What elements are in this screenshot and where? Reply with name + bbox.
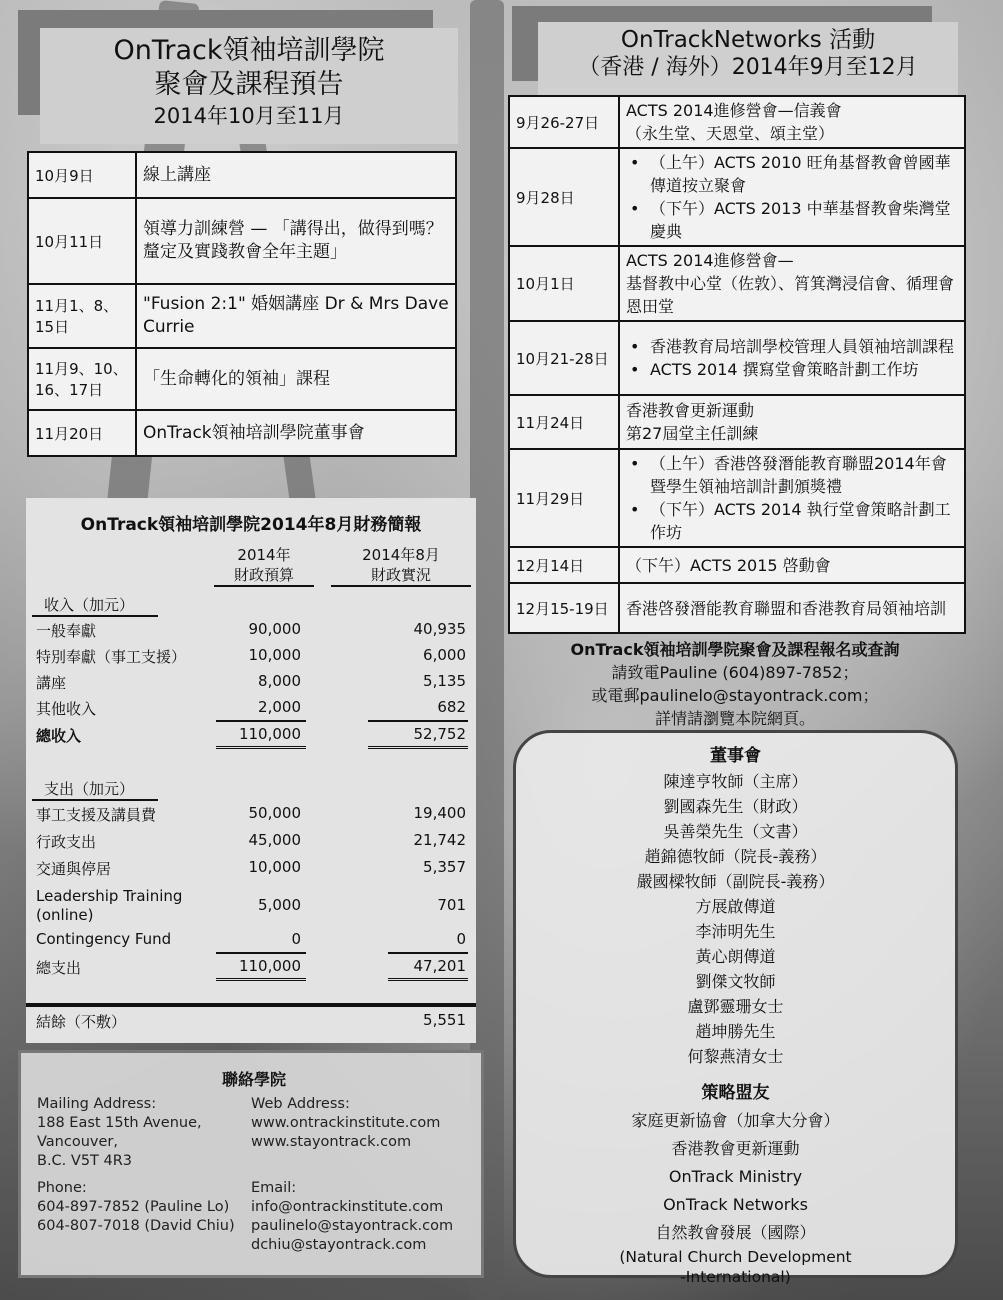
schedule-event xyxy=(619,148,965,246)
expense-header: 支出（加元） xyxy=(32,778,158,801)
budget-value: 110,000 xyxy=(238,725,301,743)
row-label: 總收入 xyxy=(36,727,82,745)
event-line: 第27屆堂主任訓練 xyxy=(626,424,759,443)
table-row xyxy=(28,198,456,284)
row-label: 行政支出 xyxy=(36,833,97,851)
income-header: 收入（加元） xyxy=(32,594,158,617)
partner-item: OnTrack Ministry xyxy=(668,1167,803,1186)
actual-value: 40,935 xyxy=(413,620,466,638)
board-member: 吳善榮先生（文書） xyxy=(663,822,808,841)
mailing-label: Mailing Address: xyxy=(37,1096,157,1112)
schedule-date: 12月14日 xyxy=(509,547,619,583)
partner-item: OnTrack Networks xyxy=(663,1195,808,1214)
row-label: 特別奉獻（事工支援） xyxy=(36,648,187,666)
left-title xyxy=(40,28,458,144)
enquiry-line: 詳情請瀏覽本院網頁。 xyxy=(654,709,815,728)
schedule-date: 11月29日 xyxy=(509,449,619,547)
board-member: 李沛明先生 xyxy=(695,922,776,941)
actual-value: 19,400 xyxy=(413,804,466,822)
row-label: 結餘（不敷） xyxy=(36,1013,127,1031)
budget-column-header xyxy=(214,545,314,587)
table-row xyxy=(509,449,965,547)
actual-value: 6,000 xyxy=(423,646,466,664)
budget-value: 2,000 xyxy=(258,698,301,716)
left-title-line1: OnTrack領袖培訓學院 xyxy=(113,35,385,66)
schedule-event: OnTrack領袖培訓學院董事會 xyxy=(136,410,456,456)
email-label: Email: xyxy=(251,1180,297,1196)
web-link[interactable]: www.stayontrack.com xyxy=(251,1134,412,1150)
board-member: 黃心朗傳道 xyxy=(695,947,776,966)
event-line: ACTS 2014進修營會— xyxy=(626,251,794,270)
table-row xyxy=(28,152,456,198)
contact-title: 聯絡學院 xyxy=(221,1070,286,1089)
table-row xyxy=(36,927,466,951)
budget-header-line2: 財政預算 xyxy=(233,566,294,584)
right-title-line1: OnTrackNetworks 活動 xyxy=(620,27,876,53)
schedule-event xyxy=(619,321,965,395)
partners-heading: 策略盟友 xyxy=(701,1083,770,1103)
table-row xyxy=(509,395,965,449)
actual-column-header xyxy=(331,545,471,587)
table-row xyxy=(28,348,456,410)
web-link[interactable]: www.ontrackinstitute.com xyxy=(251,1115,441,1131)
schedule-event xyxy=(619,449,965,547)
board-box xyxy=(513,730,958,1286)
actual-value: 701 xyxy=(437,896,466,914)
actual-header-line1: 2014年8月 xyxy=(362,546,440,564)
phone-line: 604-807-7018 (David Chiu) xyxy=(37,1218,235,1234)
table-row xyxy=(36,669,466,693)
row-label: Contingency Fund xyxy=(36,930,172,948)
schedule-event xyxy=(619,583,965,633)
table-row xyxy=(509,547,965,583)
table-row xyxy=(28,284,456,348)
schedule-event xyxy=(619,246,965,321)
table-row xyxy=(509,148,965,246)
event-bullet: • 香港教育局培訓學校管理人員領袖培訓課程 xyxy=(626,335,958,358)
board-member: 嚴國樑牧師（副院長-義務） xyxy=(636,872,835,891)
schedule-event xyxy=(619,547,965,583)
event-line: 香港啓發潛能教育聯盟和香港教育局領袖培訓 xyxy=(626,598,947,618)
row-label: 事工支援及講員費 xyxy=(36,806,157,824)
schedule-date: 10月1日 xyxy=(509,246,619,321)
partner-item-english: -International) xyxy=(680,1268,791,1286)
table-row xyxy=(36,643,466,667)
board-member: 陳達亨牧師（主席） xyxy=(663,772,808,791)
table-row xyxy=(36,1008,466,1032)
board-member: 何黎燕清女士 xyxy=(687,1047,784,1066)
actual-value: 52,752 xyxy=(413,725,466,743)
table-row xyxy=(36,617,466,641)
event-line: ACTS 2014進修營會—信義會 xyxy=(626,101,842,120)
event-bullet: • （下午）ACTS 2014 執行堂會策略計劃工作坊 xyxy=(626,498,958,544)
balance-separator xyxy=(26,1003,476,1007)
schedule-date: 11月9、10、16、17日 xyxy=(28,348,136,410)
enquiry-line: 或電郵paulinelo@stayontrack.com； xyxy=(591,686,879,705)
table-row xyxy=(36,954,466,978)
budget-value: 8,000 xyxy=(258,672,301,690)
board-member: 盧鄧靈珊女士 xyxy=(687,997,784,1016)
actual-value: 47,201 xyxy=(413,957,466,975)
budget-value: 5,000 xyxy=(258,896,301,914)
budget-value: 10,000 xyxy=(248,646,301,664)
table-row xyxy=(509,321,965,395)
total-double-line xyxy=(216,978,306,982)
table-row xyxy=(36,722,466,746)
actual-header-line2: 財政實況 xyxy=(370,566,431,584)
finance-report xyxy=(26,498,476,1043)
phone-line: 604-897-7852 (Pauline Lo) xyxy=(37,1199,230,1215)
partner-item-english: (Natural Church Development xyxy=(619,1248,852,1266)
partner-item: 家庭更新協會（加拿大分會） xyxy=(631,1111,840,1130)
left-title-line2: 聚會及課程預告 xyxy=(154,69,344,100)
schedule-event: 領導力訓練營 — 「講得出，做得到嗎？釐定及實踐教會全年主題」 xyxy=(136,198,456,284)
event-line: 香港教會更新運動 xyxy=(626,401,755,420)
actual-value: 5,357 xyxy=(423,858,466,876)
actual-value: 5,135 xyxy=(423,672,466,690)
row-label: 講座 xyxy=(36,674,67,692)
schedule-event: 線上講座 xyxy=(136,152,456,198)
actual-value: 5,551 xyxy=(423,1011,466,1029)
enquiry-heading: OnTrack領袖培訓學院聚會及課程報名或查詢 xyxy=(570,640,900,659)
right-title-line2: （香港 / 海外）2014年9月至12月 xyxy=(578,55,918,80)
schedule-event: "Fusion 2:1" 婚姻講座 Dr & Mrs Dave Currie xyxy=(136,284,456,348)
contact-box xyxy=(18,1050,484,1278)
board-heading: 董事會 xyxy=(710,746,761,766)
event-bullet: • （上午）香港啓發潛能教育聯盟2014年會暨學生領袖培訓計劃頒獎禮 xyxy=(626,452,958,498)
row-label: 其他收入 xyxy=(36,700,97,718)
email-addresses xyxy=(251,1179,453,1255)
web-address xyxy=(251,1095,440,1152)
schedule-date: 11月24日 xyxy=(509,395,619,449)
enquiry-info xyxy=(510,638,960,730)
event-bullet: • （下午）ACTS 2013 中華基督教會柴灣堂慶典 xyxy=(626,197,958,243)
board-member: 趙錦德牧師（院長-義務） xyxy=(644,847,827,866)
schedule-date: 10月21-28日 xyxy=(509,321,619,395)
schedule-event xyxy=(619,395,965,449)
phone-numbers xyxy=(37,1179,235,1236)
mailing-address xyxy=(37,1095,202,1171)
table-row xyxy=(36,828,466,852)
mailing-line: Vancouver, xyxy=(37,1134,118,1150)
email-link[interactable]: info@ontrackinstitute.com xyxy=(251,1199,444,1215)
row-label: 交通與停居 xyxy=(36,860,112,878)
schedule-date: 11月1、8、15日 xyxy=(28,284,136,348)
table-row xyxy=(36,801,466,825)
schedule-date: 9月26-27日 xyxy=(509,96,619,148)
event-line: （下午）ACTS 2015 啓動會 xyxy=(626,555,831,575)
budget-value: 90,000 xyxy=(248,620,301,638)
enquiry-line: 請致電Pauline (604)897-7852； xyxy=(611,663,859,682)
left-schedule-table xyxy=(27,151,457,457)
actual-value: 21,742 xyxy=(413,831,466,849)
total-double-line xyxy=(216,746,306,750)
event-line: （永生堂、天恩堂、頌主堂） xyxy=(626,124,835,143)
schedule-event xyxy=(619,96,965,148)
mailing-line: B.C. V5T 4R3 xyxy=(37,1153,133,1169)
mailing-line: 188 East 15th Avenue, xyxy=(37,1115,202,1131)
partner-item: 自然教會發展（國際） xyxy=(655,1223,816,1242)
schedule-date: 12月15-19日 xyxy=(509,583,619,633)
table-row xyxy=(509,96,965,148)
budget-value: 0 xyxy=(291,930,301,948)
board-member: 劉傑文牧師 xyxy=(695,972,776,991)
total-double-line xyxy=(388,978,468,982)
row-label: 一般奉獻 xyxy=(36,622,97,640)
web-label: Web Address: xyxy=(251,1096,350,1112)
table-row xyxy=(509,246,965,321)
budget-value: 10,000 xyxy=(248,858,301,876)
event-bullet: • （上午）ACTS 2010 旺角基督教會曾國華傳道按立聚會 xyxy=(626,151,958,197)
finance-title: OnTrack領袖培訓學院2014年8月財務簡報 xyxy=(80,515,422,535)
schedule-date: 10月9日 xyxy=(28,152,136,198)
schedule-date: 11月20日 xyxy=(28,410,136,456)
right-schedule-table xyxy=(508,95,966,634)
schedule-date: 10月11日 xyxy=(28,198,136,284)
board-member: 方展啟傳道 xyxy=(695,897,776,916)
left-title-line3: 2014年10月至11月 xyxy=(153,104,345,128)
event-bullet: • ACTS 2014 撰寫堂會策略計劃工作坊 xyxy=(626,358,958,381)
board-member: 趙坤勝先生 xyxy=(695,1022,776,1041)
budget-value: 45,000 xyxy=(248,831,301,849)
budget-value: 50,000 xyxy=(248,804,301,822)
total-double-line xyxy=(368,746,468,750)
actual-value: 682 xyxy=(437,698,466,716)
table-row xyxy=(36,695,466,719)
row-label: 總支出 xyxy=(36,959,82,977)
row-label: Leadership Training (online) xyxy=(36,887,183,924)
table-row xyxy=(28,410,456,456)
table-row xyxy=(509,583,965,633)
board-member: 劉國森先生（財政） xyxy=(663,797,808,816)
schedule-date: 9月28日 xyxy=(509,148,619,246)
table-row xyxy=(36,884,466,924)
phone-label: Phone: xyxy=(37,1180,87,1196)
table-row xyxy=(36,855,466,879)
budget-value: 110,000 xyxy=(238,957,301,975)
email-link[interactable]: paulinelo@stayontrack.com xyxy=(251,1218,454,1234)
email-link[interactable]: dchiu@stayontrack.com xyxy=(251,1237,427,1253)
event-line: 基督教中心堂（佐敦）、筲箕灣浸信會、循理會恩田堂 xyxy=(626,274,955,316)
right-title xyxy=(538,22,958,97)
budget-header-line1: 2014年 xyxy=(237,546,291,564)
partner-item: 香港教會更新運動 xyxy=(671,1139,800,1158)
schedule-event: 「生命轉化的領袖」課程 xyxy=(136,348,456,410)
actual-value: 0 xyxy=(456,930,466,948)
